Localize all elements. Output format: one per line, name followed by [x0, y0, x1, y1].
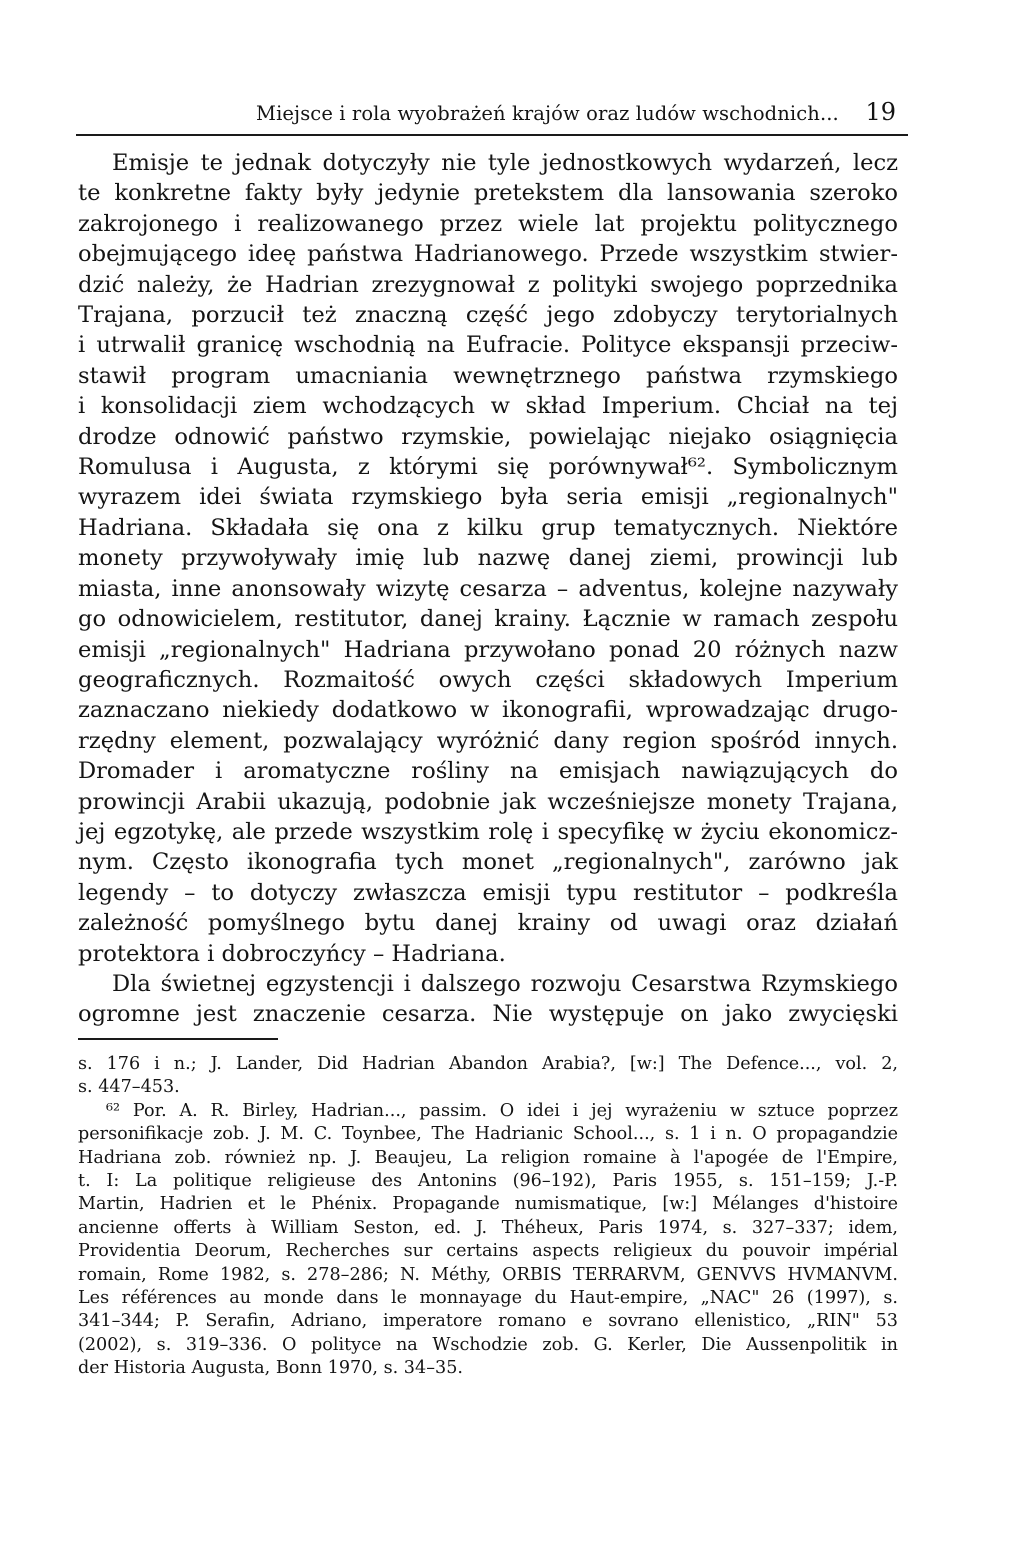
footnote-line: (2002), s. 319–336. O polityce na Wschodzie zob. G. Kerler, Die Aussenpolitik in: [78, 1334, 898, 1355]
footnote-line: Les références au monde dans le monnayage du Haut-empire, „NAC" 26 (1997), s.: [78, 1288, 898, 1309]
body-line: jej egzotykę, ale przede wszystkim rolę i specyfikę w życiu ekonomicz-: [78, 818, 898, 845]
body-line: prowincji Arabii ukazują, podobnie jak wcześniejsze monety Trajana,: [78, 788, 898, 815]
body-line: miasta, inne anonsowały wizytę cesarza – adventus, kolejne nazywały: [78, 575, 898, 602]
body-line: i utrwalił granicę wschodnią na Eufracie. Polityce ekspansji przeciw-: [78, 332, 898, 359]
body-line: zaznaczano niekiedy dodatkowo w ikonografii, wprowadzając drugo-: [78, 697, 898, 724]
body-line: Trajana, porzucił też znaczną część jego zdobyczy terytorialnych: [78, 302, 898, 329]
body-line: emisji „regionalnych" Hadriana przywołano ponad 20 różnych nazw: [78, 636, 898, 663]
body-line: te konkretne fakty były jedynie pretekstem dla lansowania szeroko: [78, 180, 898, 207]
body-line: stawił program umacniania wewnętrznego państwa rzymskiego: [78, 362, 898, 389]
footnotes: [78, 1053, 898, 1381]
footnote-line: ⁶² Por. A. R. Birley, Hadrian..., passim. O idei i jej wyrażeniu w sztuce poprzez: [106, 1100, 898, 1121]
body-line: go odnowicielem, restitutor, danej krainy. Łącznie w ramach zespołu: [78, 606, 898, 633]
running-head: Miejsce i rola wyobrażeń krajów oraz ludów wschodnich...: [256, 102, 839, 125]
footnote-line: ancienne offerts à William Seston, ed. J. Théheux, Paris 1974, s. 327–337; idem,: [78, 1217, 898, 1238]
body-line: ogromne jest znaczenie cesarza. Nie występuje on jako zwycięski: [78, 1001, 898, 1028]
footnote-line: romain, Rome 1982, s. 278–286; N. Méthy, ORBIS TERRARVM, GENVVS HVMANVM.: [78, 1264, 898, 1285]
body-line: rzędny element, pozwalający wyróżnić dany region spośród innych.: [78, 727, 898, 754]
footnote-line: t. I: La politique religieuse des Antonins (96–192), Paris 1955, s. 151–159; J.-P.: [78, 1171, 898, 1192]
footnote-line: 341–344; P. Serafin, Adriano, imperatore romano e sovrano ellenistico, „RIN" 53: [78, 1311, 898, 1332]
body-line: wyrazem idei świata rzymskiego była seria emisji „regionalnych": [78, 484, 898, 511]
body-line: Romulusa i Augusta, z którymi się porównywał⁶². Symbolicznym: [78, 454, 898, 481]
footnote-line: personifikacje zob. J. M. C. Toynbee, The Hadrianic School..., s. 1 i n. O propagandzie: [78, 1124, 898, 1145]
footnote-line: der Historia Augusta, Bonn 1970, s. 34–35.: [78, 1358, 463, 1379]
page-header: [76, 98, 908, 136]
body-text: [78, 148, 898, 1030]
body-line: nym. Często ikonografia tych monet „regionalnych", zarówno jak: [78, 849, 898, 876]
body-line: i konsolidacji ziem wchodzących w skład Imperium. Chciał na tej: [78, 393, 898, 420]
body-line: zależność pomyślnego bytu danej krainy od uwagi oraz działań: [78, 910, 898, 937]
body-line: monety przywoływały imię lub nazwę danej ziemi, prowincji lub: [78, 545, 898, 572]
page-number: 19: [865, 98, 896, 126]
body-line: protektora i dobroczyńcy – Hadriana.: [78, 940, 506, 967]
body-line: Emisje te jednak dotyczyły nie tyle jednostkowych wydarzeń, lecz: [112, 150, 898, 176]
body-line: Hadriana. Składała się ona z kilku grup tematycznych. Niektóre: [78, 514, 898, 541]
footnote-line: s. 447–453.: [78, 1077, 180, 1098]
footnote-line: s. 176 i n.; J. Lander, Did Hadrian Abandon Arabia?, [w:] The Defence..., vol. 2,: [78, 1054, 898, 1074]
footnote-separator: [78, 1038, 278, 1040]
footnote-line: Hadriana zob. również np. J. Beaujeu, La religion romaine à l'apogée de l'Empire,: [78, 1147, 898, 1168]
body-line: zakrojonego i realizowanego przez wiele lat projektu politycznego: [78, 210, 898, 237]
body-line: drodze odnowić państwo rzymskie, powielając niejako osiągnięcia: [78, 423, 898, 450]
body-line: Dla świetnej egzystencji i dalszego rozwoju Cesarstwa Rzymskiego: [112, 970, 898, 997]
footnote-line: Martin, Hadrien et le Phénix. Propagande numismatique, [w:] Mélanges d'histoire: [78, 1194, 898, 1215]
body-line: Dromader i aromatyczne rośliny na emisjach nawiązujących do: [78, 758, 898, 785]
body-line: legendy – to dotyczy zwłaszcza emisji typu restitutor – podkreśla: [78, 879, 898, 906]
body-line: dzić należy, że Hadrian zrezygnował z polityki swojego poprzednika: [78, 271, 898, 298]
body-line: geograficznych. Rozmaitość owych części składowych Imperium: [78, 666, 898, 693]
body-line: obejmującego ideę państwa Hadrianowego. Przede wszystkim stwier-: [78, 241, 898, 268]
footnote-line: Providentia Deorum, Recherches sur certains aspects religieux du pouvoir impérial: [78, 1241, 898, 1262]
